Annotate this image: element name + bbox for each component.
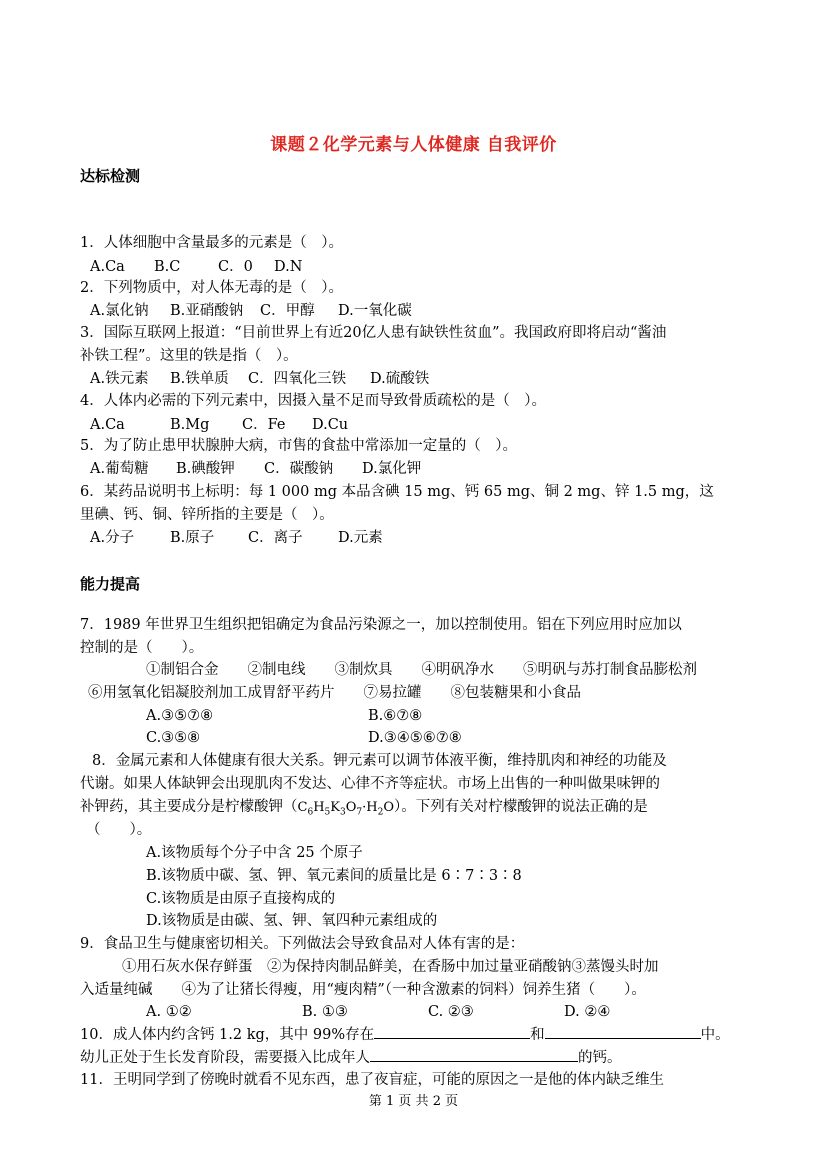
- question-6-stem-line-2: 里碘、钙、铜、锌所指的主要是（ ）。: [80, 507, 334, 523]
- question-8-stem-line-3: 补钾药，其主要成分是柠檬酸钾$(C_6H_5K_3O_7\cdot H_2O)$。下列有关对柠檬酸钾的说法正确的是: [80, 799, 648, 818]
- page-title: 课题２化学元素与人体健康 自我评价: [270, 135, 557, 155]
- question-7-stem-line-1: 7．1989 年世界卫生组织把铝确定为食品污染源之一，加以控制使用。铝在下列应用时应加以: [80, 617, 682, 633]
- option-d: D.Cu: [312, 417, 349, 433]
- option-c: C．Fe: [242, 417, 286, 433]
- answer-blank-3[interactable]: [370, 1047, 578, 1062]
- question-3-options: [90, 369, 429, 389]
- question-8-stem-line-2: 代谢。如果人体缺钾会出现肌肉不发达、心律不齐等症状。市场上出售的一种叫做果味钾的: [80, 776, 660, 792]
- option-b: B.亚硝酸钠: [170, 303, 244, 319]
- question-7-options-row-1: [146, 706, 422, 726]
- option-b: B.碘酸钾: [176, 461, 235, 477]
- question-10-line-1: 10．成人体内约含钙 1.2 kg，其中 99%存在 和 中。: [80, 1024, 730, 1045]
- question-7-items-line-2: ⑥用氢氧化铝凝胶剂加工成胃舒平药片 ⑦易拉罐 ⑧包装糖果和小食品: [88, 685, 581, 701]
- question-4-options: [90, 415, 348, 435]
- question-2-options: [90, 301, 412, 321]
- question-4-stem: 4．人体内必需的下列元素中，因摄入量不足而导致骨质疏松的是（ ）。: [80, 393, 546, 409]
- question-9-items-line-2: 入适量纯碱 ④为了让猪长得瘦，用“瘦肉精”（一种含激素的饲料）饲养生猪（ ）。: [80, 982, 646, 998]
- question-8-stem-line-1: 8．金属元素和人体健康有很大关系。钾元素可以调节体液平衡，维持肌肉和神经的功能及: [92, 753, 667, 769]
- section-heading-ability: 能力提高: [80, 575, 141, 593]
- page-footer: 第 1 页 共 2 页: [368, 1094, 459, 1109]
- option-d: D.元素: [338, 530, 383, 546]
- option-c: C．碳酸钠: [264, 461, 334, 477]
- option-d: D. ②④: [564, 1004, 611, 1020]
- question-3-stem-line-1: 3．国际互联网上报道：“目前世界上有近20亿人患有缺铁性贫血”。我国政府即将启动“酱油: [80, 325, 667, 341]
- option-a: A.铁元素: [90, 371, 149, 387]
- question-8-stem-line-4: （ ）。: [86, 822, 152, 838]
- question-7-options-row-2: [146, 728, 462, 748]
- question-5-options: [90, 459, 421, 479]
- option-c: C．离子: [248, 530, 303, 546]
- question-9-stem: 9．食品卫生与健康密切相关。下列做法会导致食品对人体有害的是：: [80, 936, 525, 952]
- option-c: C．甲醇: [260, 303, 315, 319]
- question-10-line-2: 幼儿正处于生长发育阶段，需要摄入比成年人 的钙。: [80, 1047, 622, 1068]
- question-7-stem-line-2: 控制的是（ ）。: [80, 640, 204, 656]
- option-c: C.③⑤⑧: [146, 730, 201, 746]
- option-a: A.③⑤⑦⑧: [146, 708, 214, 724]
- question-9-options: [146, 1002, 610, 1022]
- question-6-options: [90, 528, 383, 548]
- option-b: B.原子: [170, 530, 215, 546]
- section-heading-standard-test: 达标检测: [80, 167, 141, 185]
- question-9-items-line-1: ①用石灰水保存鲜蛋 ②为保持肉制品鲜美，在香肠中加过量亚硝酸钠③蒸馒头时加: [122, 959, 659, 975]
- option-d: D.N: [274, 259, 303, 275]
- question-8-option-b: B.该物质中碳、氢、钾、氧元素间的质量比是 6∶7∶3∶8: [146, 868, 522, 884]
- question-8-option-d: D.该物质是由碳、氢、钾、氧四种元素组成的: [146, 913, 438, 929]
- option-a: A.Ca: [90, 417, 125, 433]
- question-11-stem: 11．王明同学到了傍晚时就看不见东西，患了夜盲症，可能的原因之一是他的体内缺乏维生: [80, 1072, 664, 1088]
- question-8-option-c: C.该物质是由原子直接构成的: [146, 891, 336, 907]
- question-3-stem-line-2: 补铁工程”。这里的铁是指（ ）。: [80, 348, 298, 364]
- question-6-stem-line-1: 6．某药品说明书上标明：每 1 000 mg 本品含碘 15 mg、钙 65 mg、铜 2 mg、锌 1.5 mg，这: [80, 484, 714, 500]
- option-b: B. ①③: [302, 1004, 348, 1020]
- option-a: A.葡萄糖: [90, 461, 149, 477]
- option-b: B.Mg: [170, 417, 210, 433]
- question-1-options: [90, 257, 302, 277]
- option-b: B.铁单质: [170, 371, 229, 387]
- option-b: B.⑥⑦⑧: [368, 708, 423, 724]
- option-a: A.分子: [90, 530, 135, 546]
- chemical-formula: $C_6H_5K_3O_7\cdot H_2O$: [297, 800, 395, 818]
- option-b: B.C: [154, 259, 181, 275]
- option-c: C．0: [218, 259, 253, 275]
- option-c: C．四氧化三铁: [248, 371, 347, 387]
- option-d: D.一氧化碳: [338, 303, 412, 319]
- question-1-stem: 1．人体细胞中含量最多的元素是（ ）。: [80, 235, 343, 251]
- question-7-items-line-1: ①制铝合金 ②制电线 ③制炊具 ④明矾净水 ⑤明矾与苏打制食品膨松剂: [146, 662, 697, 678]
- option-a: A.氯化钠: [90, 303, 149, 319]
- option-a: A.Ca: [90, 259, 125, 275]
- answer-blank-2[interactable]: [545, 1024, 701, 1039]
- option-a: A. ①②: [146, 1004, 192, 1020]
- option-c: C. ②③: [428, 1004, 474, 1020]
- answer-blank-1[interactable]: [374, 1024, 530, 1039]
- question-8-option-a: A.该物质每个分子中含 25 个原子: [146, 845, 363, 861]
- option-d: D.③④⑤⑥⑦⑧: [368, 730, 462, 746]
- option-d: D.氯化钾: [362, 461, 422, 477]
- option-d: D.硫酸铁: [370, 371, 430, 387]
- question-5-stem: 5．为了防止患甲状腺肿大病，市售的食盐中常添加一定量的（ ）。: [80, 438, 517, 454]
- question-2-stem: 2．下列物质中，对人体无毒的是（ ）。: [80, 280, 343, 296]
